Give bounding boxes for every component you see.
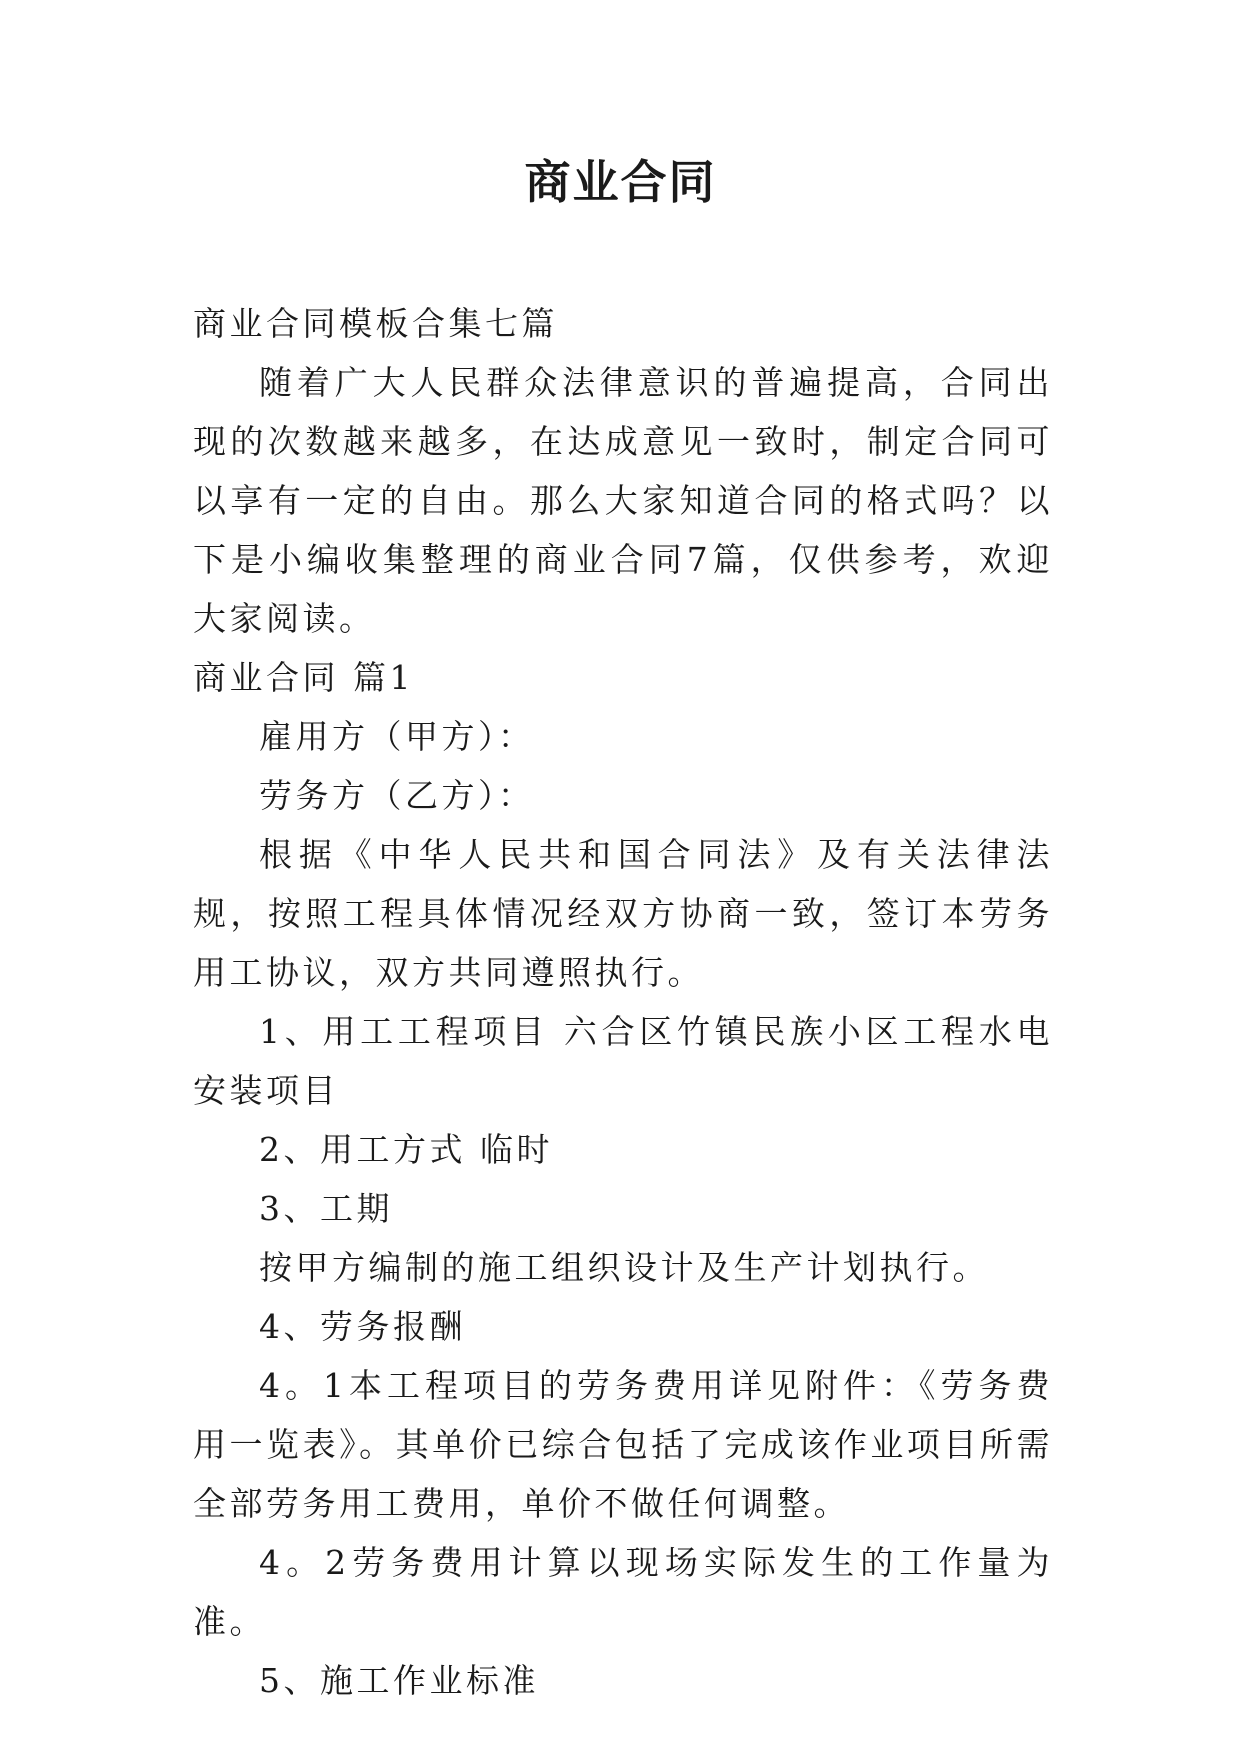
document-title: 商业合同 <box>524 155 717 209</box>
party-b-line: 劳务方（乙方）： <box>259 776 535 815</box>
clause-employment-type: 2、用工方式 临时 <box>259 1130 553 1169</box>
clause-duration: 3、工期 <box>259 1189 393 1228</box>
document-body <box>193 294 1053 1710</box>
clause-remuneration: 4、劳务报酬 <box>259 1307 466 1346</box>
clause-project: 1、用工工程项目 六合区竹镇民族小区工程水电安装项目 <box>193 1012 1053 1110</box>
party-a-line: 雇用方（甲方）： <box>259 717 535 756</box>
clause-work-standard: 5、施工作业标准 <box>259 1661 539 1700</box>
clause-remuneration-4-1: 4。1本工程项目的劳务费用详见附件：《劳务费用一览表》。其单价已综合包括了完成该作业项目所需全部劳务用工费用，单价不做任何调整。 <box>193 1366 1053 1523</box>
collection-heading: 商业合同模板合集七篇 <box>193 304 558 343</box>
intro-paragraph: 随着广大人民群众法律意识的普遍提高，合同出现的次数越来越多，在达成意见一致时，制定合同可以享有一定的自由。那么大家知道合同的格式吗？以下是小编收集整理的商业合同7篇，仅供参考，欢迎大家阅读。 <box>193 363 1053 638</box>
clause-duration-detail: 按甲方编制的施工组织设计及生产计划执行。 <box>259 1248 989 1287</box>
agreement-basis-paragraph: 根据《中华人民共和国合同法》及有关法律法规，按照工程具体情况经双方协商一致，签订本劳务用工协议，双方共同遵照执行。 <box>193 835 1053 992</box>
clause-remuneration-4-2: 4。2劳务费用计算以现场实际发生的工作量为准。 <box>193 1543 1053 1641</box>
section-heading: 商业合同 篇1 <box>193 658 414 697</box>
